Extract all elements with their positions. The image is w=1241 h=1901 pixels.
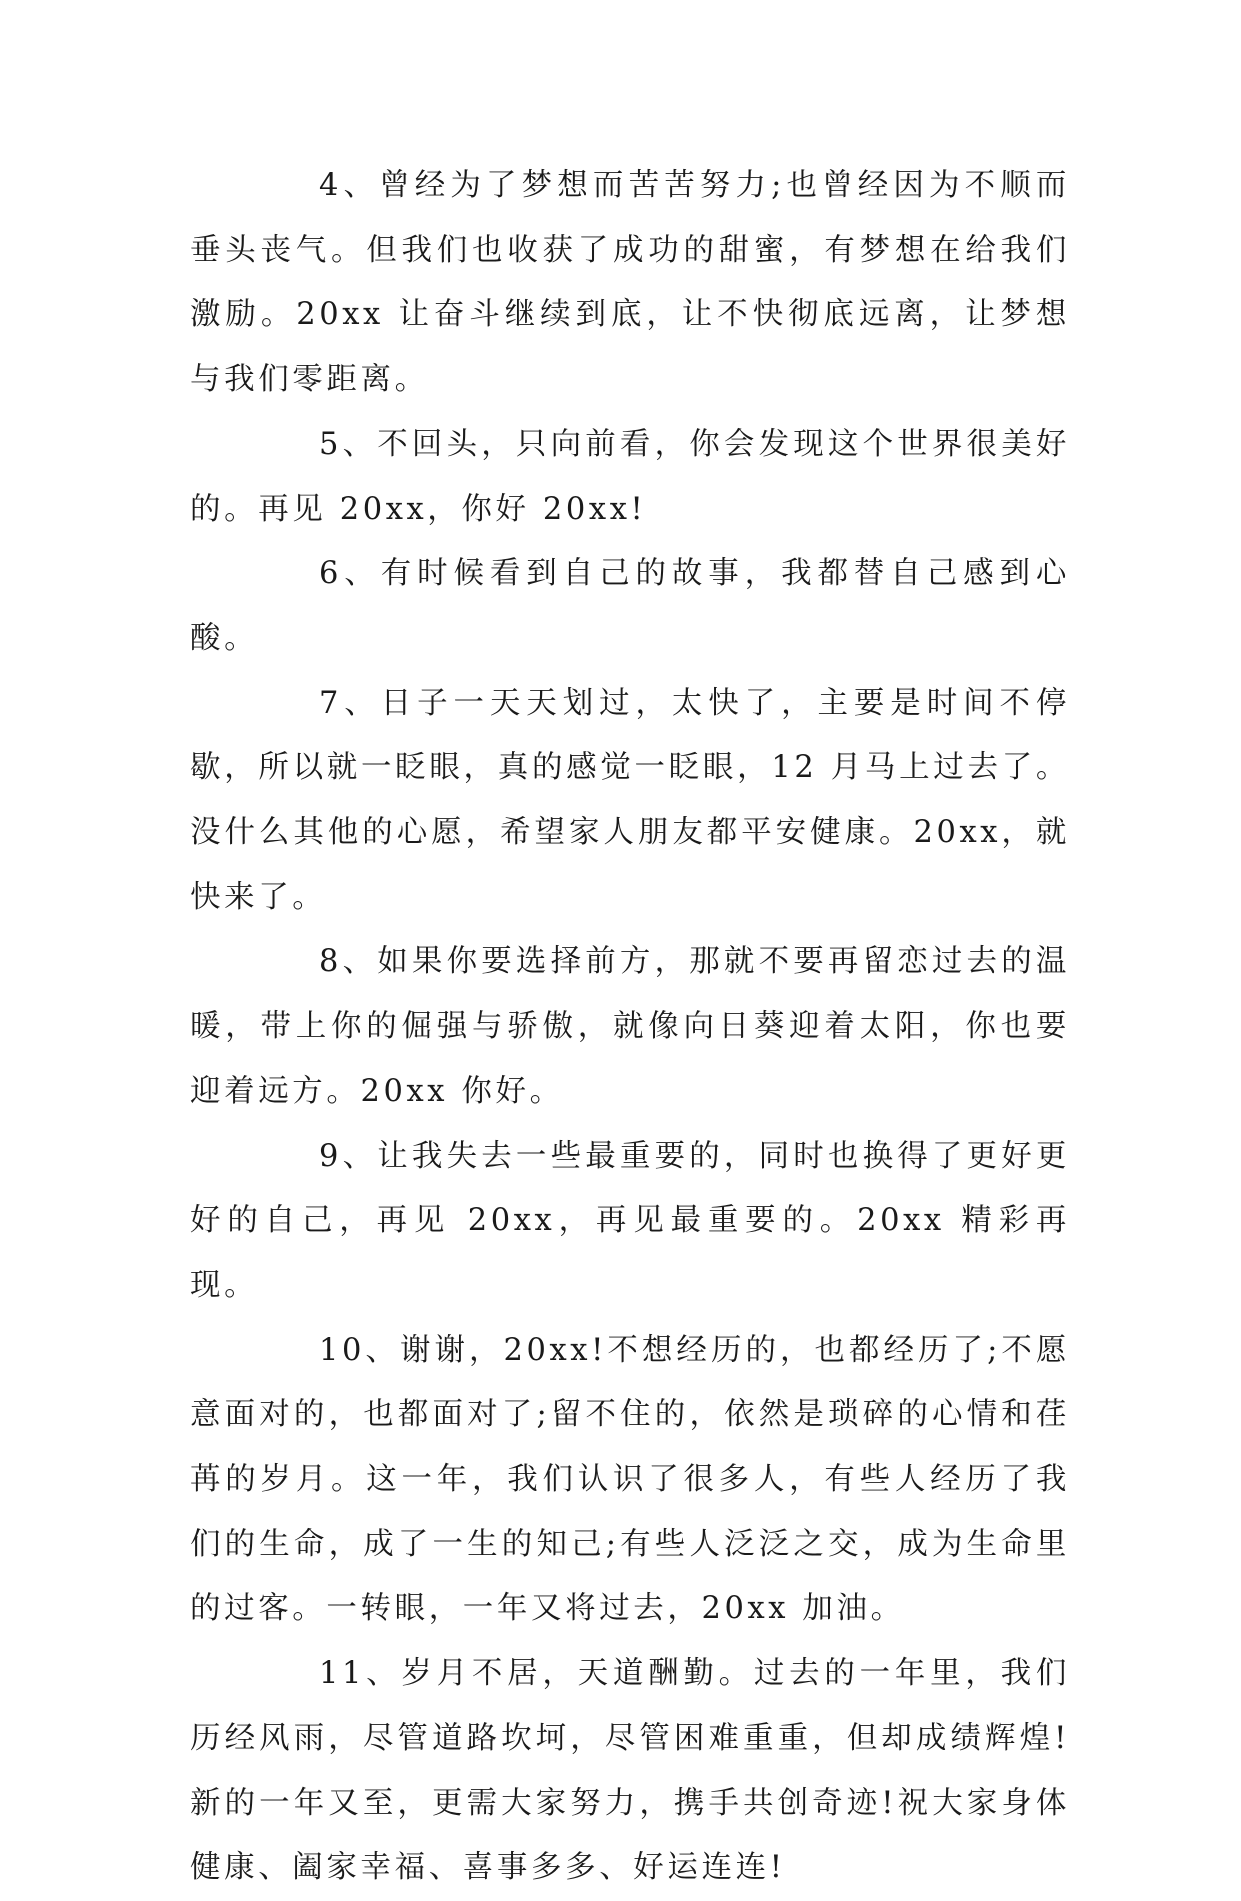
document-body <box>190 154 1070 1901</box>
paragraph-5: 5、不回头，只向前看，你会发现这个世界很美好的。再见 20xx，你好 20xx! <box>190 426 1070 527</box>
paragraph-6: 6、有时候看到自己的故事，我都替自己感到心酸。 <box>190 556 1070 656</box>
paragraph-9: 9、让我失去一些最重要的，同时也换得了更好更好的自己，再见 20xx，再见最重要的。20xx 精彩再现。 <box>190 1138 1070 1303</box>
paragraph-7: 7、日子一天天划过，太快了，主要是时间不停歇，所以就一眨眼，真的感觉一眨眼，12 月马上过去了。没什么其他的心愿，希望家人朋友都平安健康。20xx，就快来了。 <box>190 685 1070 915</box>
paragraph-4: 4、曾经为了梦想而苦苦努力;也曾经因为不顺而垂头丧气。但我们也收获了成功的甜蜜，有梦想在给我们激励。20xx 让奋斗继续到底，让不快彻底远离，让梦想与我们零距离。 <box>190 168 1070 398</box>
paragraph-11: 11、岁月不居，天道酬勤。过去的一年里，我们历经风雨，尽管道路坎坷，尽管困难重重，但却成绩辉煌!新的一年又至，更需大家努力，携手共创奇迹!祝大家身体健康、阖家幸福、喜事多多、好运连连! <box>190 1656 1070 1886</box>
paragraph-10: 10、谢谢，20xx!不想经历的，也都经历了;不愿意面对的，也都面对了;留不住的，依然是琐碎的心情和荏苒的岁月。这一年，我们认识了很多人，有些人经历了我们的生命，成了一生的知己;有些人泛泛之交，成为生命里的过客。一转眼，一年又将过去，20xx 加油。 <box>190 1332 1070 1627</box>
paragraph-8: 8、如果你要选择前方，那就不要再留恋过去的温暖，带上你的倔强与骄傲，就像向日葵迎着太阳，你也要迎着远方。20xx 你好。 <box>190 944 1070 1109</box>
